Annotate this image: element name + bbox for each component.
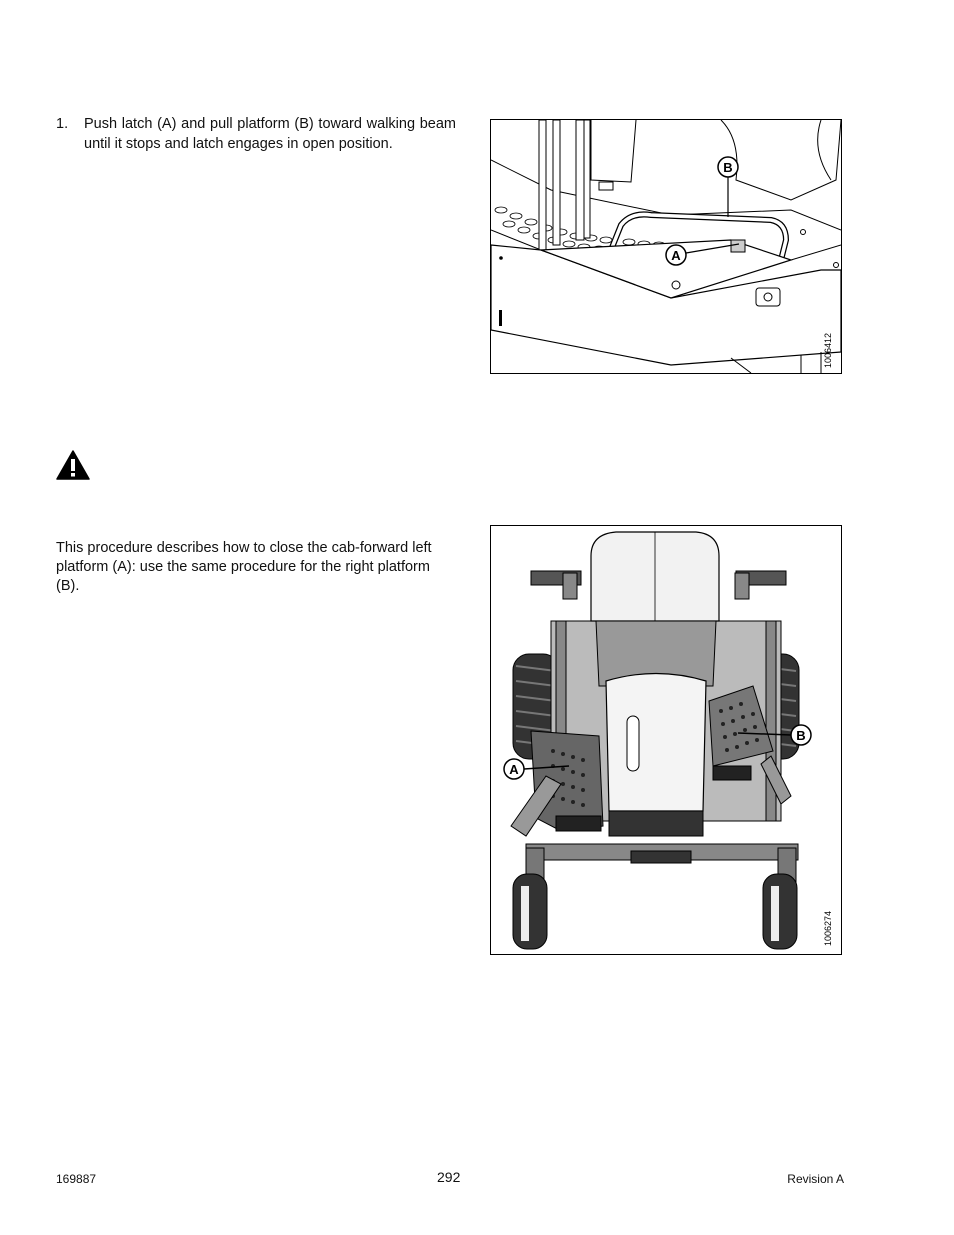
figure-platform-latch [490,119,842,374]
footer-page-number: 292 [437,1169,461,1185]
step-1 [56,114,456,154]
figure-windrower-top-view [490,525,842,955]
step-text: Push latch (A) and pull platform (B) toward walking beam until it stops and latch engages in open position. [84,116,456,152]
callout-a-label: A [671,248,681,263]
callout-b-label: B [723,160,733,175]
footer-doc-number: 169887 [56,1172,97,1186]
step-number: 1. [56,116,69,132]
figure-id: 1006412 [823,332,833,368]
callout-b-label-2: B [796,728,806,743]
figure-id-2: 1006274 [823,910,833,946]
procedure-description: This procedure describes how to close the cab-forward left platform (A): use the same procedure for the right platform (B). [56,540,432,594]
platform-latch-illustration [491,120,841,373]
windrower-top-view-illustration [491,526,841,954]
callout-a-label-2: A [509,762,519,777]
footer-revision: Revision A [787,1172,844,1186]
warning-triangle-icon [56,450,90,480]
